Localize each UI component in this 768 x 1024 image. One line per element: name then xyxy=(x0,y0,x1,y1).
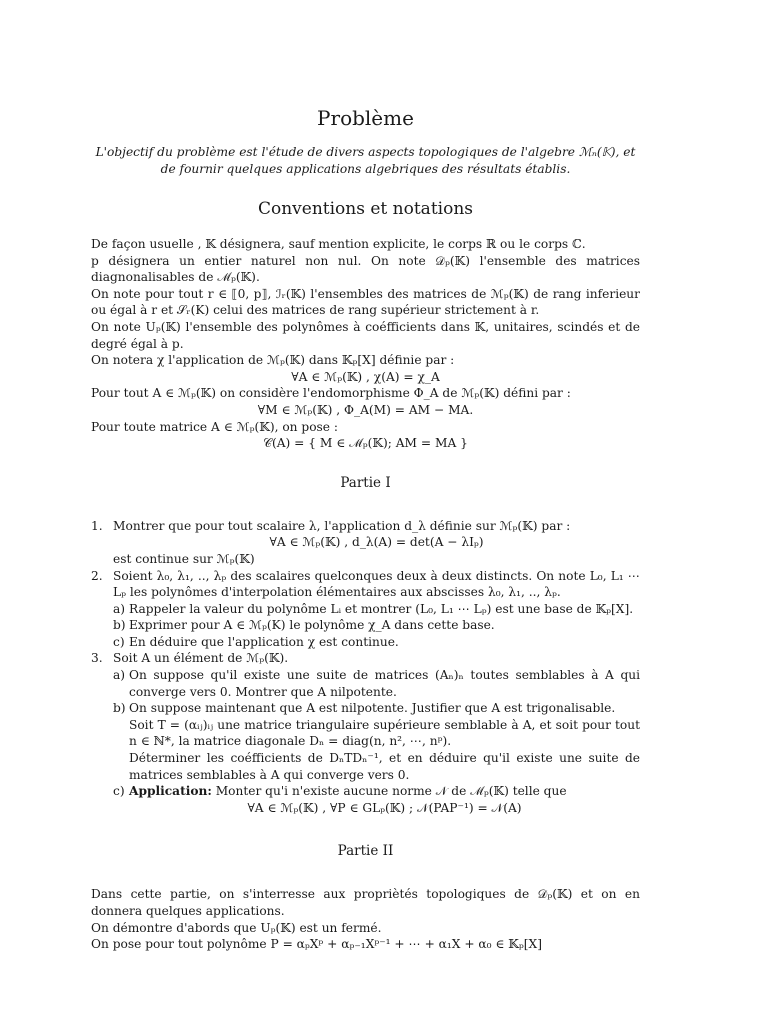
part1-questions xyxy=(91,518,640,817)
formula-norm: ∀A ∈ ℳₚ(𝕂) , ∀P ∈ GLₚ(𝕂) ; 𝒩(PAP⁻¹) = 𝒩(A) xyxy=(247,800,522,815)
section-heading-part2: Partie II xyxy=(337,843,394,860)
subquestion-2a xyxy=(113,601,640,618)
subquestion-label: b) xyxy=(113,618,126,633)
subquestion-text: On suppose qu'il existe une suite de matrices (Aₙ)ₙ toutes semblables à A qui converge vers 0. Montrer que A nilpotente. xyxy=(129,668,640,699)
question-text: Soient λ₀, λ₁, .., λₚ des scalaires quelconques deux à deux distincts. On note L₀, L₁ ⋯ Lₚ les polynômes d'interpolation élémentaires aux abscisses λ₀, λ₁, .., λₚ. xyxy=(113,568,640,600)
subquestion-2b xyxy=(113,617,640,634)
page-content xyxy=(91,100,640,953)
formula-commutant: 𝒞(A) = { M ∈ ℳₚ(𝕂); AM = MA } xyxy=(263,436,468,451)
subquestion-text: En déduire que l'application χ est continue. xyxy=(129,634,399,649)
conventions-line: Pour tout A ∈ ℳₚ(𝕂) on considère l'endomorphisme Φ_A de ℳₚ(𝕂) défini par : xyxy=(91,386,571,401)
part2-line: On démontre d'abords que Uₚ(𝕂) est un fermé. xyxy=(91,920,382,935)
page-title: Problème xyxy=(317,106,414,130)
subquestion-text: Soit T = (αᵢⱼ)ᵢⱼ une matrice triangulaire supérieure semblable à A, et soit pour tout n ∈ ℕ*, la matrice diagonale Dₙ = diag(n, n², ⋯, nᵖ). xyxy=(129,717,640,749)
subquestion-text: Rappeler la valeur du polynôme Lᵢ et montrer (L₀, L₁ ⋯ Lₚ) est une base de 𝕂ₚ[X]. xyxy=(129,601,634,616)
subquestion-label: c) xyxy=(113,784,125,799)
formula-d-lambda: ∀A ∈ ℳₚ(𝕂) , d_λ(A) = det(A − λIₚ) xyxy=(269,535,484,550)
subquestion-label: c) xyxy=(113,634,125,649)
question-number: 3. xyxy=(91,651,103,666)
subquestion-label: a) xyxy=(113,668,126,683)
question-2 xyxy=(91,568,640,651)
formula-phi: ∀M ∈ ℳₚ(𝕂) , Φ_A(M) = AM − MA. xyxy=(257,402,474,417)
subquestion-text: On suppose maintenant que A est nilpotente. Justifier que A est trigonalisable. xyxy=(129,701,616,716)
section-heading-conventions: Conventions et notations xyxy=(257,199,473,219)
subquestion-label: b) xyxy=(113,701,126,716)
question-text: Montrer que pour tout scalaire λ, l'application d_λ définie sur ℳₚ(𝕂) par : xyxy=(113,518,571,533)
conventions-line: On note pour tout r ∈ ⟦0, p⟧, ℐᵣ(𝕂) l'ensembles des matrices de ℳₚ(𝕂) de rang inferieur ou égal à r et 𝒮ᵣ(K) celui des matrices de rang supérieur strictement à r. xyxy=(91,286,640,318)
section-heading-part1: Partie I xyxy=(340,474,391,491)
subquestion-3b xyxy=(113,700,640,783)
subquestion-text: Exprimer pour A ∈ ℳₚ(K) le polynôme χ_A dans cette base. xyxy=(129,618,495,633)
question-text: est continue sur ℳₚ(𝕂) xyxy=(113,551,255,566)
part2-line: On pose pour tout polynôme P = αₚXᵖ + αₚ₋₁Xᵖ⁻¹ + ⋯ + α₁X + α₀ ∈ 𝕂ₚ[X] xyxy=(91,937,542,952)
part2-line: Dans cette partie, on s'interresse aux propriètés topologiques de 𝒟ₚ(𝕂) et on en donnera quelques applications. xyxy=(91,887,640,918)
question-number: 2. xyxy=(91,568,103,583)
conventions-line: De façon usuelle , 𝕂 désignera, sauf mention explicite, le corps ℝ ou le corps ℂ. xyxy=(91,237,586,251)
conventions-line: On notera χ l'application de ℳₚ(𝕂) dans 𝕂ₚ[X] définie par : xyxy=(91,353,455,368)
question-text: Soit A un élément de ℳₚ(𝕂). xyxy=(113,651,289,666)
subquestion-text: Déterminer les coéfficients de DₙTDₙ⁻¹, et en déduire qu'il existe une suite de matrices semblables à A qui converge vers 0. xyxy=(129,751,640,782)
abstract: L'objectif du problème est l'étude de divers aspects topologiques de l'algebre ℳₙ(𝕂), et de fournir quelques applications algebriques des résultats établis. xyxy=(95,145,636,176)
question-3 xyxy=(91,650,640,816)
conventions-section xyxy=(91,236,640,452)
conventions-line: p désignera un entier naturel non nul. On note 𝒟ₚ(𝕂) l'ensemble des matrices diagnonalisables de ℳₚ(𝕂). xyxy=(91,253,640,285)
formula-chi: ∀A ∈ ℳₚ(𝕂) , χ(A) = χ_A xyxy=(291,369,440,384)
conventions-line: On note Uₚ(𝕂) l'ensemble des polynômes à coéfficients dans 𝕂, unitaires, scindés et de degré égal à p. xyxy=(91,319,640,351)
application-label: Application: xyxy=(129,784,212,799)
subquestion-3a xyxy=(113,667,640,700)
subquestion-3c xyxy=(113,783,640,816)
subquestion-text: Monter qu'i n'existe aucune norme 𝒩 de ℳₚ(𝕂) telle que xyxy=(211,784,567,799)
question-1 xyxy=(91,518,640,568)
subquestion-2c xyxy=(113,634,640,651)
subquestion-label: a) xyxy=(113,601,126,616)
question-number: 1. xyxy=(91,518,103,533)
part2-section xyxy=(91,886,640,952)
conventions-line: Pour toute matrice A ∈ ℳₚ(𝕂), on pose : xyxy=(91,419,338,434)
